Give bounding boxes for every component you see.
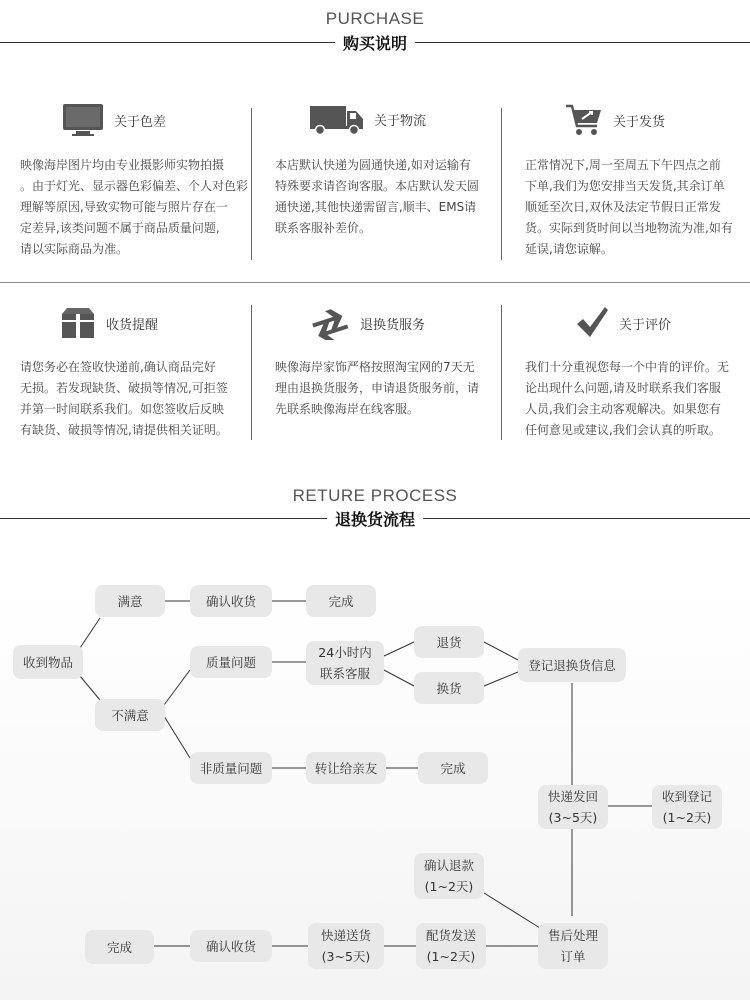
info-body-logistics: 本店默认快递为圆通快递,如对运输有 特殊要求请咨询客服。本店默认发天圆 通快递,其他快递需留言,顺丰、EMS请 联系客服补差价。: [275, 158, 480, 235]
purchase-title-en: PURCHASE: [325, 9, 425, 28]
flow-node-satisfied: 满意: [95, 585, 165, 617]
flow-node-register: 登记退换货信息: [518, 648, 626, 682]
info-body-shipping: 正常情况下,周一至周五下午四点之前 下单,我们为您安排当天发货,其余订单 顺延至次日,双休及法定节假日正常发 货。实际到货时间以当地物流为准,如有 延误,请您谅解。: [525, 158, 733, 256]
flow-node-complete: 完成: [306, 585, 376, 617]
flow-node-return: 退货: [414, 626, 484, 658]
flow-node-express-send: 快递送货 (3~5天): [308, 923, 384, 969]
flow-node-unsatisfied: 不满意: [95, 699, 165, 731]
flow-node-after-sale: 售后处理 订单: [538, 923, 608, 969]
info-body-color: 映像海岸图片均由专业摄影师实物拍摄 。由于灯光、显示器色彩偏差、个人对色彩 理解等原因,导致实物可能与照片存在一 定差异,该类问题不属于商品质量问题, 请以实际商品为准。: [20, 158, 249, 256]
process-title-en: RETURE PROCESS: [292, 486, 458, 505]
info-title: 退换货服务: [360, 317, 426, 333]
flow-node-receive: 收到物品: [13, 645, 83, 679]
flow-node-contact-service: 24小时内 联系客服: [306, 641, 384, 685]
info-body-receipt: 请您务必在签收快递前,确认商品完好 无损。若发现缺货、破损等情况,可拒签 并第一时间联系我们。如您签收后反映 有缺货、破损等情况,请提供相关证明。: [20, 360, 228, 437]
purchase-title-cn: 购买说明: [0, 31, 750, 54]
info-title: 关于评价: [619, 317, 672, 333]
info-title: 关于发货: [613, 114, 666, 130]
info-body-review: 我们十分重视您每一个中肯的评价。无 论出现什么问题,请及时联系我们客服 人员,我们会主动客观解决。如果您有 任何意见或建议,我们会认真的听取。: [525, 360, 730, 437]
info-title: 关于物流: [374, 113, 427, 129]
flow-node-receive-register: 收到登记 (1~2天): [652, 785, 722, 829]
flow-node-non-quality-issue: 非质量问题: [190, 752, 272, 784]
flow-node-complete: 完成: [85, 930, 154, 964]
flow-node-express-back: 快递发回 (3~5天): [538, 785, 608, 829]
flow-node-ship-goods: 配货发送 (1~2天): [416, 923, 486, 969]
info-title: 关于色差: [114, 114, 167, 130]
flow-node-confirm-refund: 确认退款 (1~2天): [414, 853, 484, 899]
flow-node-exchange: 换货: [414, 672, 484, 704]
flow-node-quality-issue: 质量问题: [190, 646, 272, 678]
flow-node-confirm-receipt: 确认收货: [190, 930, 272, 962]
flow-node-confirm-receipt: 确认收货: [190, 585, 272, 617]
flow-node-complete: 完成: [418, 752, 488, 784]
process-title-cn: 退换货流程: [0, 507, 750, 530]
flow-node-transfer: 转让给亲友: [306, 752, 386, 784]
info-title: 收货提醒: [106, 317, 159, 333]
info-body-return: 映像海岸家饰严格按照淘宝网的7天无 理由退换货服务，申请退货服务前，请 先联系映像海岸在线客服。: [275, 360, 480, 416]
